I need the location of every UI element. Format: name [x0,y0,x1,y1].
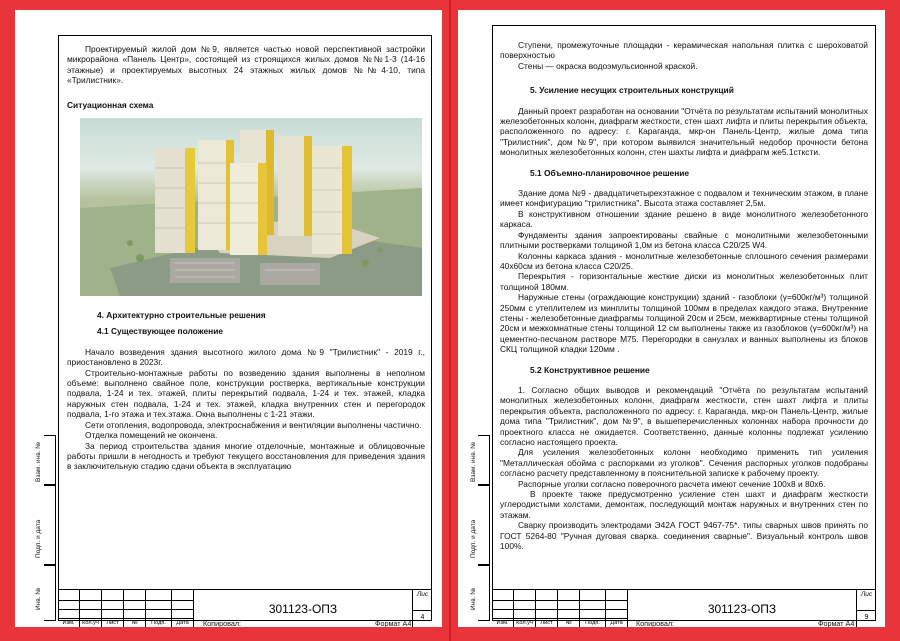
paragraph-works: Строительно-монтажные работы по возведению здания выполнены в неполном объеме: выполнено свайное поле, конструкции ростверка, вертикальные конструкции подвала, 1-24 и тех. этажей, плиты перекрытий подвала, 1-24 и тех. этажей, кладка наружных стен подвала, 1-24 и тех. этажей, кладка внутренних стен и перегородок подвала, 1-го этажа и тех.этажа. Окна выполнены с 1-21 этажи. [67,367,425,420]
footer-kopiroval: Копировал: [203,619,242,627]
stamp-col-koluch: Кол.уч [516,620,533,626]
stamp-col-list: Лист [540,620,553,626]
page-divider [449,0,451,641]
paragraph-foundations: Фундаменты здания запроектированы свайные с монолитными железобетонными плитными ростверками толщиной 1,0м из бетона класса С20/25 W4. [500,229,868,251]
document-code: 301123-ОПЗ [268,601,338,616]
sheet-label: Лис [416,591,429,598]
paragraph-reinforcement: Для усиления железобетонных колонн необходимо применить тип усиления "Металлическая обойма с распорками из уголков". Сечения распорных уголков подобраны согласно расчету представленному в пояснительной записке к рабочему проекту. [500,447,868,479]
heading-section-4-1: 4.1 Существующее положение [97,326,224,337]
page-text [500,40,868,551]
paragraph-building: Здание дома №9 - двадцатичетырехэтажное с подвалом и техническим этажом, в плане имеет конфигурацию "трилистника". Высота этажа составляет 2,5м. [500,188,868,209]
paragraph-outer-walls: Наружные стены (ограждающие конструкции) зданий - газоблоки (γ=600кг/м³) толщиной 250мм с утеплителем из минплиты толщиной 100мм в пределах каждого этажа. Внутренние стены - железобетонные диафрагмы толщиной 20см и 25см, межквартирные стены толщиной 20см и межкомнатные стены толщиной 12 см выполнены также из газоблоков (γ=600кг/м³) на цементно-песчаном растворе М75. Перегородки в санузлах и ванных выполнены из блоков СКЦ толщиной кладки 120мм . [500,292,868,355]
paragraph-period: За период строительства здания многие отделочные, монтажные и облицовочные работы пришли в негодность и требуют текущего восстановления для приведения здания в заключительную стадию сдачи объекта в эксплуатацию [67,440,425,472]
document-page-9 [458,10,885,627]
side-label-podp: Подп. и дата [470,519,477,558]
sheet-number: 4 [413,610,432,621]
side-label-vzam: Взам. инв. № [35,441,42,482]
stamp-col-podp: Подп. [585,620,600,626]
stamp-col-podp: Подп. [151,620,166,626]
heading-situation: Ситуационная схема [67,99,154,110]
heading-section-5-2: 5.2 Конструктивное решение [530,364,650,375]
paragraph-steps: Ступени, промежуточные площадки - керамическая напольная плитка с шероховатой поверхностью [500,40,868,61]
stamp-col-izm: Изм. [496,620,509,626]
side-label-inv: Инв. № [470,587,477,610]
buildings-render [80,118,422,296]
paragraph-columns: Колонны каркаса здания - монолитные железобетонные сплошного сечения размерами 40х60см из бетона класса С20/25. [500,250,868,271]
paragraph-conclusions: 1. Согласно общих выводов и рекомендаций "Отчёта по результатам испытаний монолитных железобетонных колонн, диафрагм жесткости, стен шахт лифта и плиты перекрытия объекта, расположенного по адресу: г. Караганда, мкр-он Панель-Центр, жилые дома типа "Трилистник", дом №9", в вышеперечисленных колоннах набора прочности до проектного класса не ожидается. Соответственно, данные колонны подлежат усилению согласно настоящего проекта. [500,384,868,447]
stamp-col-koluch: Кол.уч [82,620,99,626]
heading-section-4: 4. Архитектурно строительные решения [97,310,266,321]
paragraph-start: Начало возведения здания высотного жилого дома №9 "Трилистник" - 2019 г., приостановлено в 2023г. [67,346,425,368]
stamp-col-num: № [131,620,138,626]
paragraph-angles: Распорные уголки согласно поверочного расчета имеют сечение 100х8 и 80х6. [518,478,826,489]
stamp-col-list: Лист [106,620,119,626]
situation-render-image [80,118,422,296]
paragraph-networks: Сети отопления, водопровода, электроснабжения и вентиляции выполнены частично. [85,419,422,430]
heading-section-5: 5. Усиление несущих строительных конструкций [530,85,734,96]
side-label-inv: Инв. № [35,587,42,610]
paragraph-carbon: В проекте также предусмотренно усиление стен шахт и диафрагм жесткости углеродистыми холстами, демонтаж, последующий монтаж наружных и внутренних стен по этажам. [500,489,868,520]
document-page-4 [15,10,442,627]
side-label-vzam: Взам. инв. № [470,441,477,482]
heading-section-5-1: 5.1 Объемно-планировочное решение [530,167,690,178]
sheet-number: 9 [857,610,876,621]
paragraph-walls: Стены — окраска водоэмульсионной краской. [518,60,698,71]
page-text [67,44,425,472]
paragraph-basis: Данный проект разработан на основании "Отчёта по результатам испытаний монолитных железобетонных колонн, диафрагм жесткости, стен шахт лифта и плиты перекрытия объекта, расположенного по адресу: г. Караганда, мкр-он Панель-Центр, жилые дома типа "Трилистник", дом №9", при котором выявился значительный недобор прочности бетона монолитных железобетонных колонн, стен шахты лифта и диафрагм же5.1стксти. [500,105,868,158]
stamp-col-date: Дата [176,620,189,626]
paragraph-finishing: Отделка помещений не окончена. [85,430,218,441]
footer-format: Формат А4 [818,619,855,627]
paragraph-welding: Сварку производить электродами Э42А ГОСТ 9467-75*. типы сварных швов принять по ГОСТ 5264-80 "Ручная дуговая сварка. соединения сварные". Визуальный контроль швов 100%. [500,520,868,552]
stamp-col-date: Дата [610,620,623,626]
paragraph-frame: В конструктивном отношении здание решено в виде монолитного железобетонного каркаса. [500,208,868,230]
stamp-col-num: № [565,620,572,626]
paragraph-floors: Перекрытия - горизонтальные жесткие диски из монолитных железобетонных плит толщиной 180мм. [500,271,868,292]
footer-kopiroval: Копировал: [636,619,675,627]
footer-format: Формат А4 [375,619,412,627]
sheet-label: Лис [860,591,873,598]
document-code: 301123-ОПЗ [707,601,777,616]
stamp-col-izm: Изм. [62,620,75,626]
paragraph-intro: Проектируемый жилой дом №9, является частью новой перспективной застройки микрорайона «Панель Центр», состоящей из строящихся жилых домов №№1-3 (14-16 этажные) и проектируемых высотных 24 этажных жилых домов №№4-10, типа «Трилистник». [67,44,425,86]
side-label-podp: Подп. и дата [35,519,42,558]
